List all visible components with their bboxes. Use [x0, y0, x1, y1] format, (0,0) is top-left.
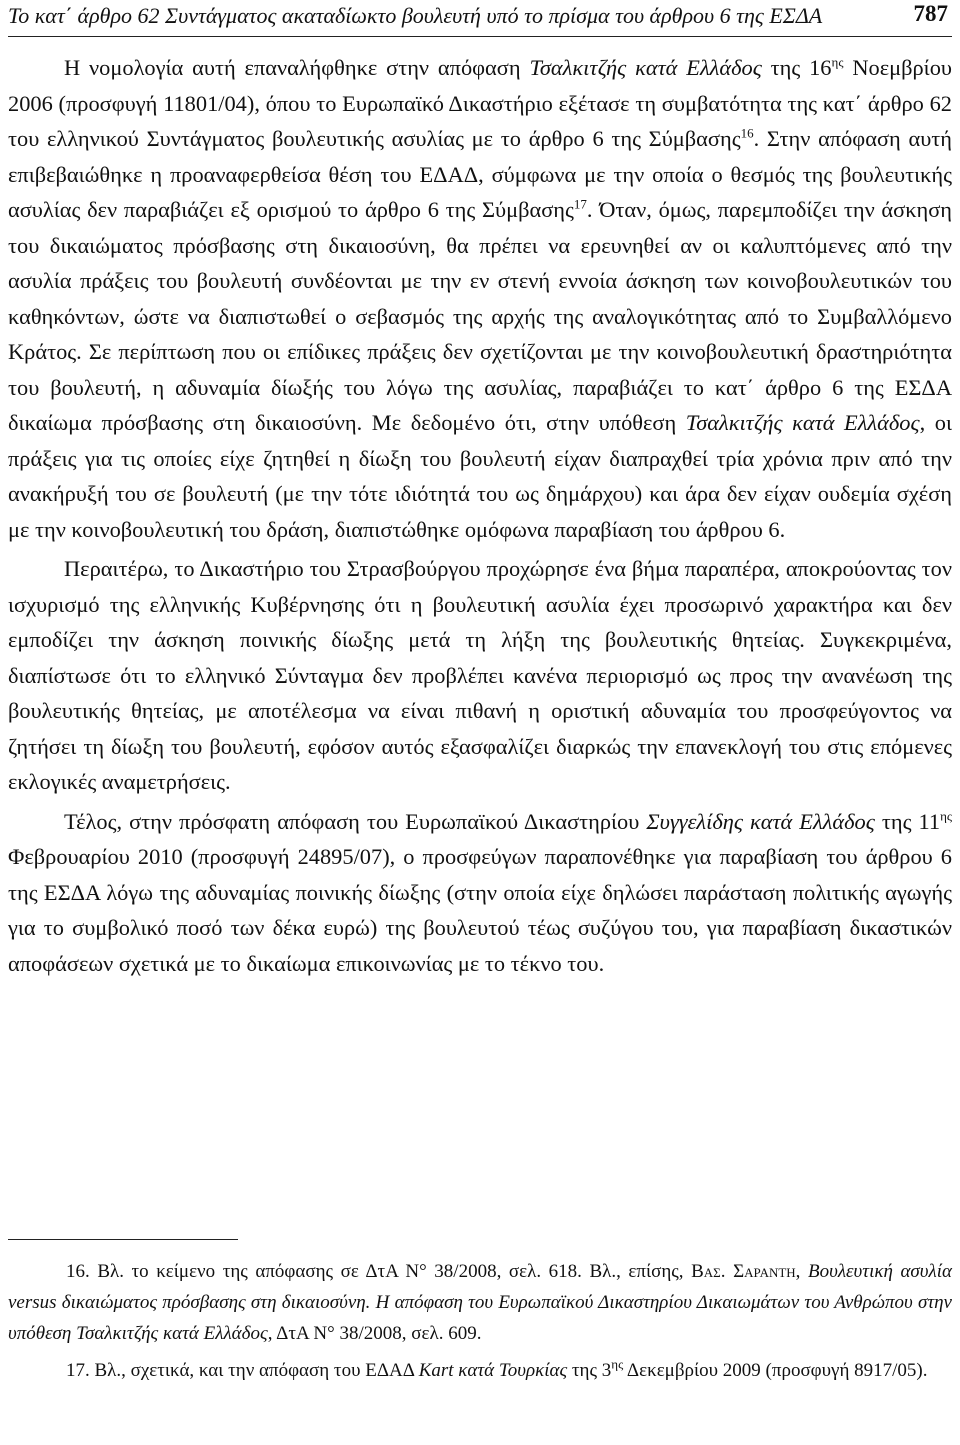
- footnote-17: [8, 1355, 952, 1386]
- paragraph-3: [8, 804, 952, 982]
- case-name-tsalkitzis-2: Τσαλκιτζής κατά Ελλάδος: [685, 410, 920, 435]
- fn16-text-3: , ΔτΑ Ν° 38/2008, σελ. 609.: [267, 1323, 482, 1344]
- ordinal-suffix: ης: [940, 808, 953, 824]
- running-title: Το κατ΄ άρθρο 62 Συντάγματος ακαταδίωκτο βουλευτή υπό το πρίσμα του άρθρου 6 της ΕΣΔΑ: [8, 3, 823, 28]
- p1-text-6: , οι πράξεις για τις οποίες είχε ζητηθεί η δίωξη του βουλευτή είχαν διαπραχθεί τρία χρόνια πριν από την ανακήρυξή του σε βουλευτή (με την τότε ιδιότητά του ως δημάρχου) και άρα δεν είχαν ουδεμία σχέση με την κοινοβουλευτική του δράση, διαπιστώθηκε ομόφωνα παραβίαση του άρθρου 6.: [8, 410, 953, 542]
- p3-text-3: Φεβρουαρίου 2010 (προσφυγή 24895/07), ο προσφεύγων παραπονέθηκε για παραβίαση του άρθρου 6 της ΕΣΔΑ λόγω της αδυναμίας ποινικής δίωξης (στην οποία είχε δηλώσει παράσταση πολιτικής αγωγής για το συμβολικό ποσό των δέκα ευρώ) της βουλευτού τέως συζύγου του, για παραβίαση δικαστικών αποφάσεων σχετικά με το δικαίωμα επικοινωνίας με το τέκνο του.: [8, 844, 952, 976]
- ordinal-suffix: ης: [831, 54, 844, 70]
- main-text: [8, 50, 952, 981]
- fn17-case: Kart κατά Τουρκίας: [418, 1360, 568, 1381]
- fn17-text-3: Δεκεμβρίου 2009 (προσφυγή 8917/05).: [623, 1360, 928, 1381]
- p1-text-5: . Όταν, όμως, παρεμποδίζει την άσκηση του δικαιώματος πρόσβασης στη δικαιοσύνη, θα πρέπει να ερευνηθεί αν οι καλυπτόμενες από την ασυλία πράξεις του βουλευτή συνδέονται με την εν στενή εννοία άσκηση των κοινοβουλευτικών του καθηκόντων, ώστε να διαπιστωθεί ο σεβασμός της αρχής της αναλογικότητας από το Συμβαλλόμενο Κράτος. Σε περίπτωση που οι επίδικες πράξεις δεν σχετίζονται με την κοινοβουλευτική δραστηριότητα του βουλευτή, η αδυναμία δίωξής του λόγω της ασυλίας, παραβιάζει το κατ΄ άρθρο 6 της ΕΣΔΑ δικαίωμα πρόσβασης στη δικαιοσύνη. Με δεδομένο ότι, στην υπόθεση: [8, 197, 953, 435]
- footnote-ref-17[interactable]: 17: [573, 196, 587, 212]
- fn16-text-1: 16. Βλ. το κείμενο της απόφασης σε ΔτΑ Ν° 38/2008, σελ. 618. Βλ., επίσης,: [66, 1261, 692, 1282]
- case-name-tsalkitzis: Τσαλκιτζής κατά Ελλάδος: [529, 55, 762, 80]
- footnote-separator: [8, 1239, 238, 1240]
- p3-text-2: της 11: [874, 808, 941, 834]
- footnote-ref-16[interactable]: 16: [740, 125, 754, 141]
- footnote-16: [8, 1256, 952, 1349]
- fn16-author: Βασ. Σαραντη: [691, 1261, 796, 1282]
- footnotes: [8, 1256, 952, 1386]
- case-name-syggelidis: Συγγελίδης κατά Ελλάδος: [646, 808, 875, 834]
- p3-text-1: Τέλος, στην πρόσφατη απόφαση του Ευρωπαϊκού Δικαστηρίου: [64, 808, 647, 834]
- paragraph-1: [8, 50, 952, 547]
- fn17-text-1: 17. Βλ., σχετικά, και την απόφαση του ΕΔΑΔ: [66, 1360, 419, 1381]
- page-number: 787: [913, 1, 948, 26]
- running-header: [8, 0, 952, 37]
- fn16-title: Βουλευτική ασυλία versus δικαιώματος πρόσβασης στη δικαιοσύνη. Η απόφαση του Ευρωπαϊκού Δικαστηρίου Δικαιωμάτων του Ανθρώπου στην υπόθεση Τσαλκιτζής κατά Ελλάδος: [8, 1261, 952, 1344]
- ordinal-suffix: ης: [611, 1356, 624, 1372]
- p1-text-3: Νοεμβρίου 2006 (προσφυγή 11801/04), όπου το Ευρωπαϊκό Δικαστήριο εξέτασε τη συμβατότητα της κατ΄ άρθρο 62 του ελληνικού Συντάγματος βουλευτικής ασυλίας με το άρθρο 6 της Σύμβασης: [8, 55, 952, 151]
- fn17-text-2: της 3: [567, 1360, 612, 1381]
- p1-text-4: . Στην απόφαση αυτή επιβεβαιώθηκε η προαναφερθείσα θέση του ΕΔΑΔ, σύμφωνα με την οποία ο θεσμός της βουλευτικής ασυλίας δεν παραβιάζει εξ ορισμού το άρθρο 6 της Σύμβασης: [8, 126, 952, 222]
- p1-text-2: της 16: [761, 55, 832, 80]
- fn16-text-2: ,: [795, 1261, 808, 1282]
- paragraph-2: Περαιτέρω, το Δικαστήριο του Στρασβούργου προχώρησε ένα βήμα παραπέρα, αποκρούοντας τον ισχυρισμό της ελληνικής Κυβέρνησης ότι η βουλευτική ασυλία έχει προσωρινό χαρακτήρα και δεν εμποδίζει την άσκηση ποινικής δίωξης μετά τη λήξη της βουλευτικής θητείας. Συγκεκριμένα, διαπίστωσε ότι το ελληνικό Σύνταγμα δεν προβλέπει κανένα περιορισμό ως προς την ανανέωση της βουλευτικής θητείας, με αποτέλεσμα να είναι πιθανή η οριστική αδυναμία του προσφεύγοντος να ζητήσει τη δίωξη του βουλευτή, εφόσον αυτός εξασφαλίζει διαρκώς την επανεκλογή του στις επόμενες εκλογικές αναμετρήσεις.: [8, 556, 952, 794]
- p1-text-1: Η νομολογία αυτή επαναλήφθηκε στην απόφαση: [64, 55, 530, 80]
